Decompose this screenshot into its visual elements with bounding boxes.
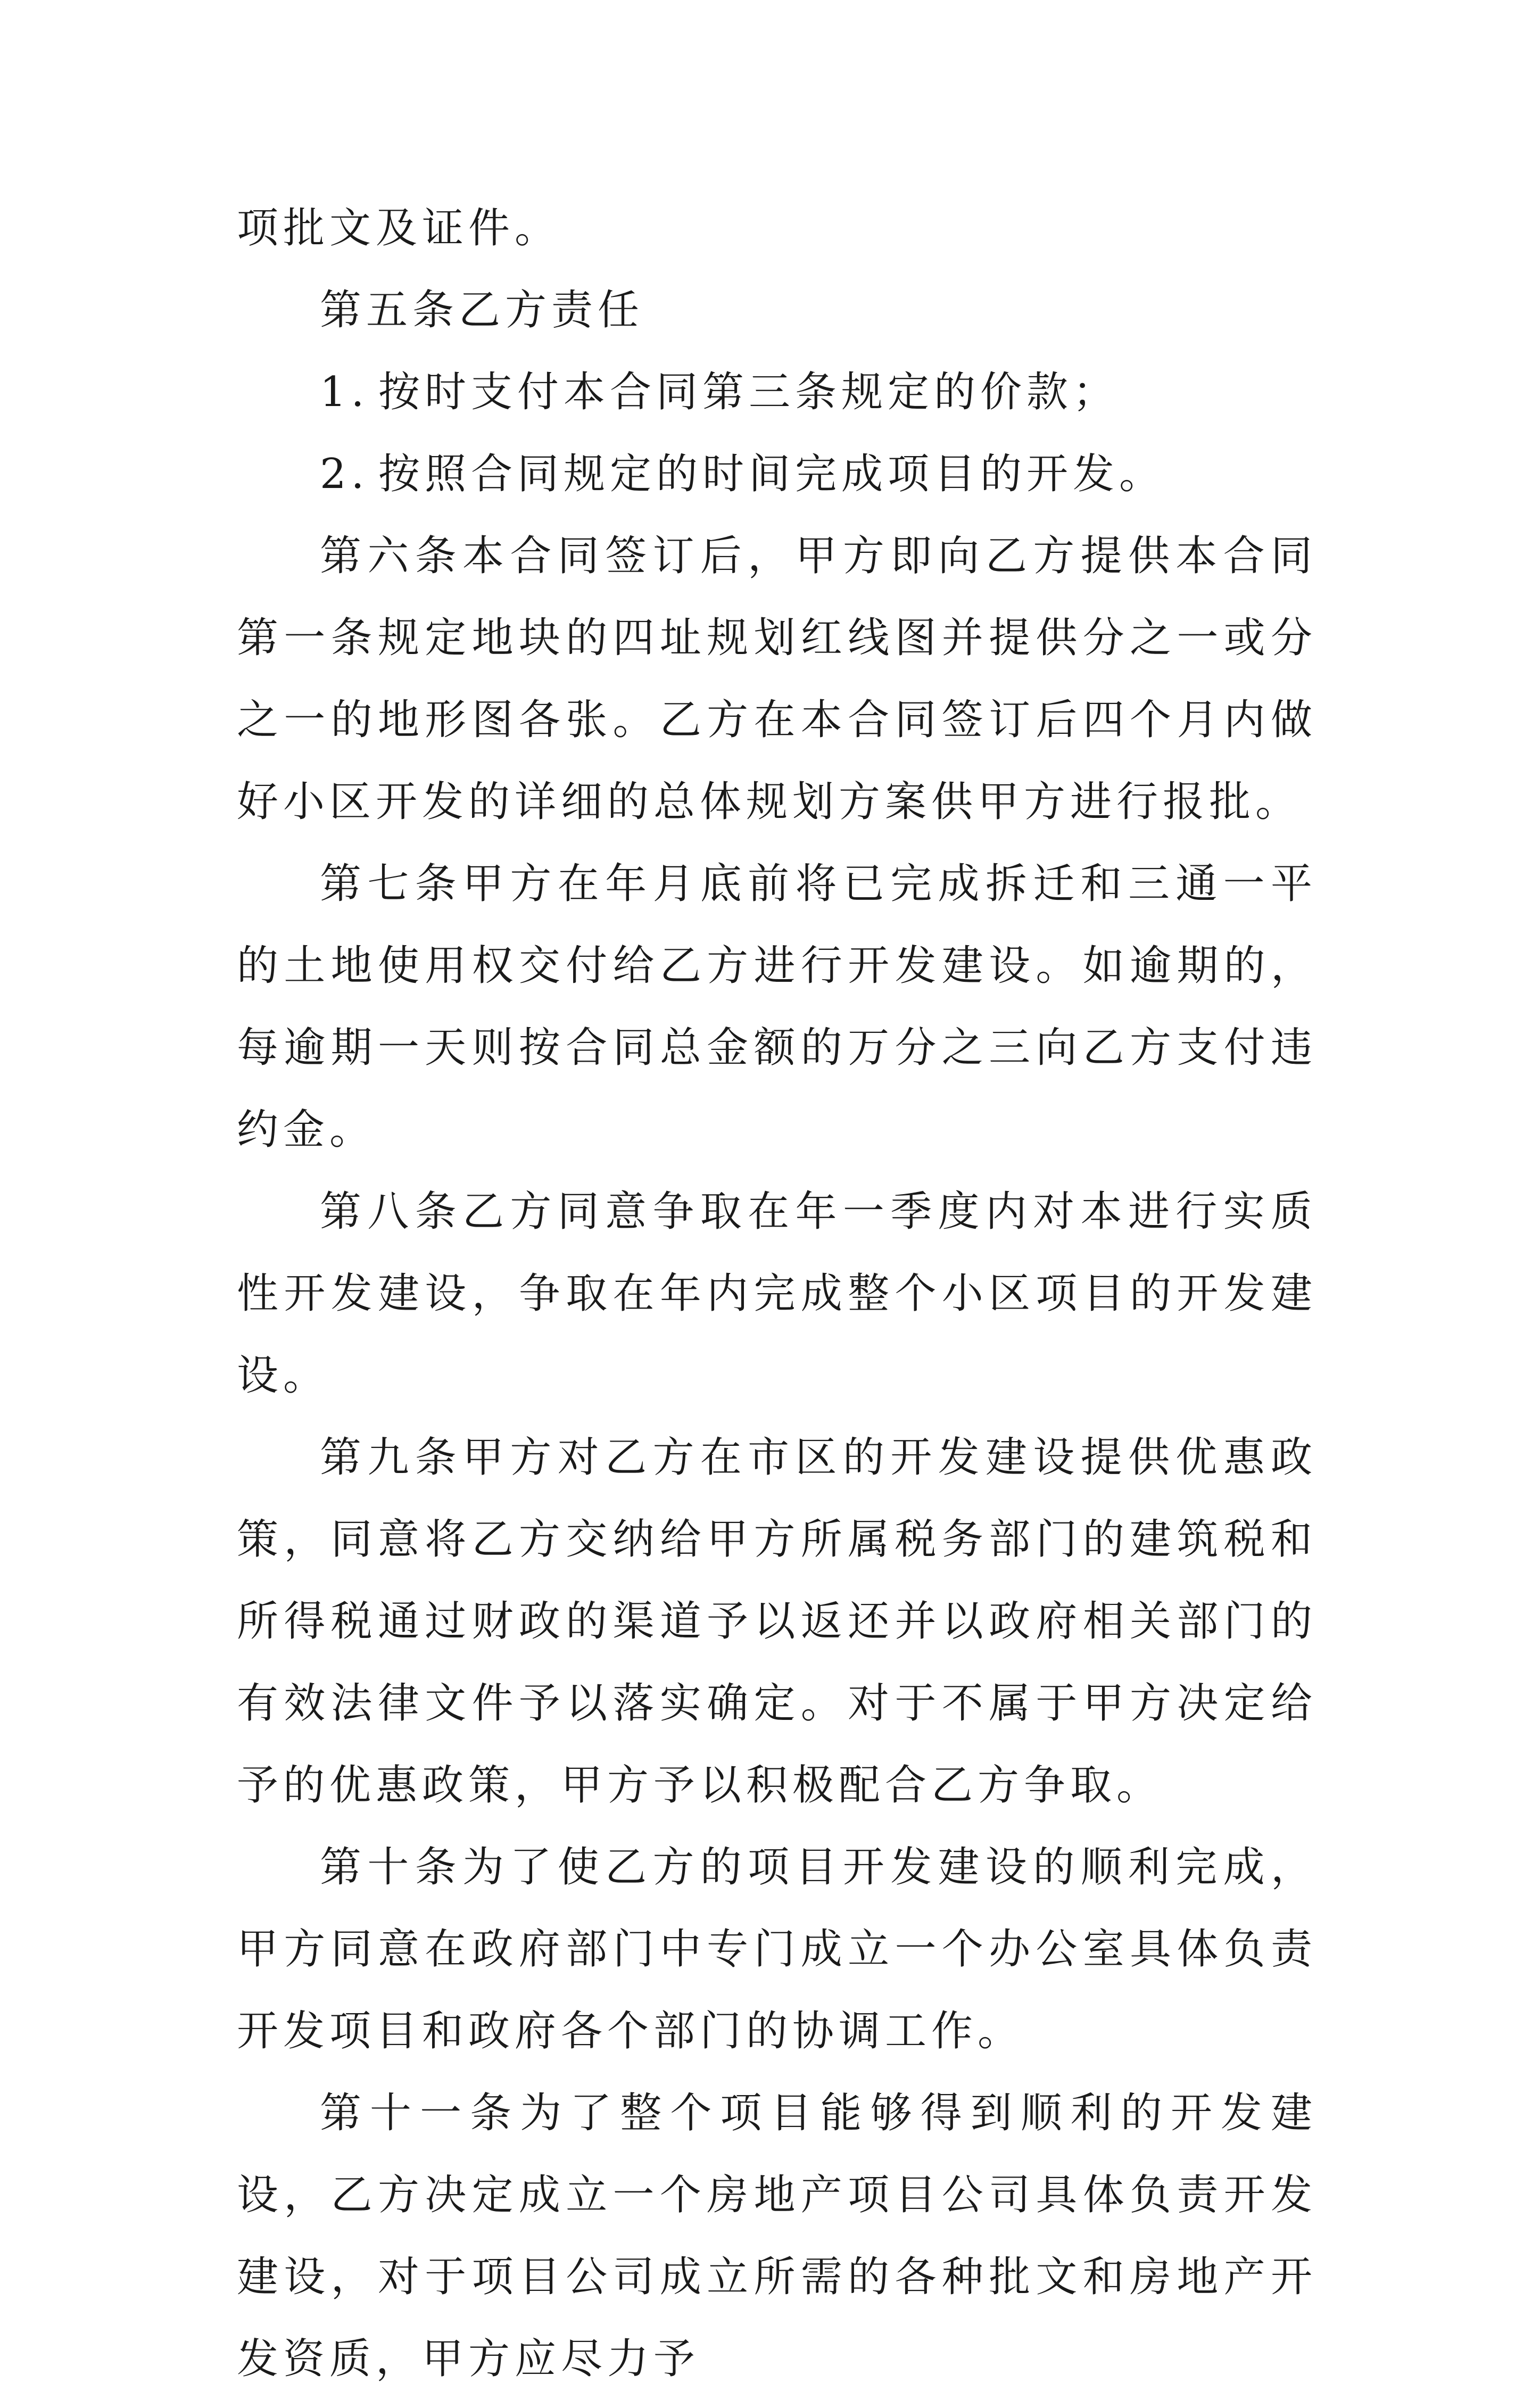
list-text: 按照合同规定的时间完成项目的开发。: [378, 450, 1166, 498]
article-8: 第八条乙方同意争取在年一季度内对本进行实质性开发建设，争取在年内完成整个小区项目的开发建设。: [237, 1188, 1317, 1400]
list-number: 2.: [320, 450, 369, 498]
article-10: 第十条为了使乙方的项目开发建设的顺利完成，甲方同意在政府部门中专门成立一个办公室具体负责开发项目和政府各个部门的协调工作。: [237, 1843, 1317, 2055]
list-item-1: [237, 351, 1317, 433]
list-text: 按时支付本合同第三条规定的价款；: [378, 368, 1120, 416]
article-11: 第十一条为了整个项目能够得到顺利的开发建设，乙方决定成立一个房地产项目公司具体负责开发建设，对于项目公司成立所需的各种批文和房地产开发资质，甲方应尽力予: [237, 2089, 1317, 2383]
list-number: 1.: [320, 368, 369, 416]
article-9: 第九条甲方对乙方在市区的开发建设提供优惠政策，同意将乙方交纳给甲方所属税务部门的建筑税和所得税通过财政的渠道予以返还并以政府相关部门的有效法律文件予以落实确定。对于不属于甲方决定给予的优惠政策，甲方予以积极配合乙方争取。: [237, 1434, 1317, 1809]
article-7: 第七条甲方在年月底前将已完成拆迁和三通一平的土地使用权交付给乙方进行开发建设。如逾期的，每逾期一天则按合同总金额的万分之三向乙方支付违约金。: [237, 860, 1317, 1154]
document-body: [237, 187, 1317, 2400]
article-heading-5: 第五条乙方责任: [320, 286, 644, 334]
list-item-2: [237, 433, 1317, 515]
article-6: 第六条本合同签订后，甲方即向乙方提供本合同第一条规定地块的四址规划红线图并提供分之一或分之一的地形图各张。乙方在本合同签订后四个月内做好小区开发的详细的总体规划方案供甲方进行报批。: [237, 532, 1317, 826]
paragraph-continuation: 项批文及证件。: [237, 204, 561, 252]
